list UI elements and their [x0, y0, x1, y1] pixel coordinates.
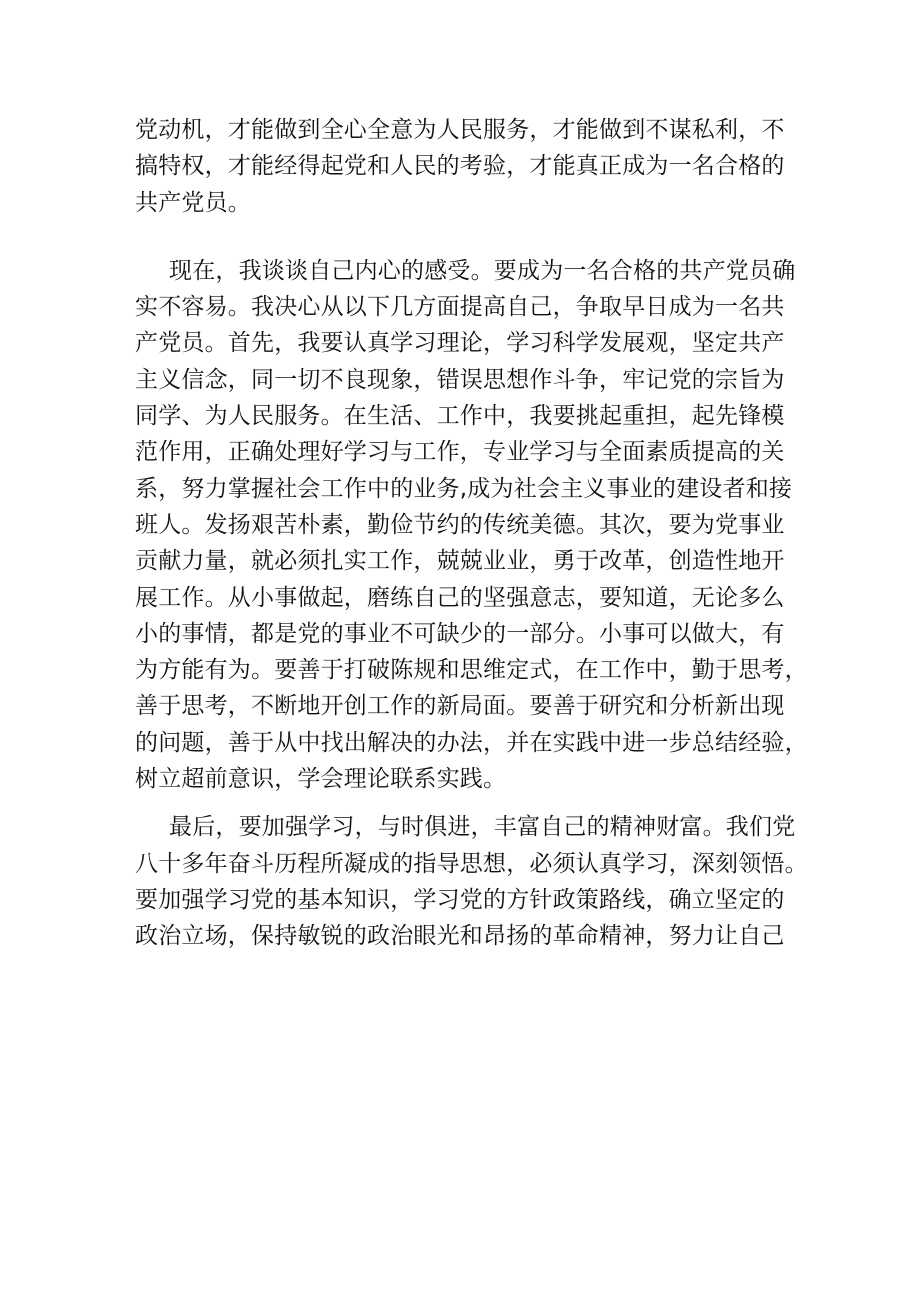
paragraph-line: 政治立场，保持敏锐的政治眼光和昂扬的革命精神，努力让自己 [135, 923, 785, 950]
paragraph-line: 展工作。从小事做起，磨练自己的坚强意志，要知道，无论多么 [135, 584, 785, 611]
paragraph-line: 产党员。首先，我要认真学习理论，学习科学发展观，坚定共产 [135, 330, 785, 357]
paragraph-line: 系，努力掌握社会工作中的业务,成为社会主义事业的建设者和接 [135, 475, 793, 502]
paragraph-2 [135, 253, 807, 797]
paragraph-1 [135, 112, 807, 221]
paragraph-line: 同学、为人民服务。在生活、工作中，我要挑起重担，起先锋模 [135, 403, 785, 430]
paragraph-line: 要加强学习党的基本知识，学习党的方针政策路线，确立坚定的 [135, 886, 785, 913]
paragraph-line: 为方能有为。要善于打破陈规和思维定式，在工作中，勤于思考， [135, 657, 808, 684]
paragraph-line: 主义信念，同一切不良现象，错误思想作斗争，牢记党的宗旨为 [135, 366, 785, 393]
paragraph-line: 实不容易。我决心从以下几方面提高自己，争取早日成为一名共 [135, 294, 785, 321]
document-body [135, 112, 807, 955]
paragraph-line: 班人。发扬艰苦朴素，勤俭节约的传统美德。其次，要为党事业 [135, 511, 785, 538]
paragraph-line: 树立超前意识，学会理论联系实践。 [135, 766, 507, 793]
paragraph-line: 范作用，正确处理好学习与工作，专业学习与全面素质提高的关 [135, 439, 785, 466]
paragraph-line: 善于思考，不断地开创工作的新局面。要善于研究和分析新出现 [135, 693, 785, 720]
paragraph-line: 小的事情，都是党的事业不可缺少的一部分。小事可以做大，有 [135, 620, 785, 647]
paragraph-line: 共产党员。 [135, 189, 251, 216]
paragraph-line: 现在，我谈谈自己内心的感受。要成为一名合格的共产党员确 [169, 257, 796, 284]
paragraph-line: 的问题，善于从中找出解决的办法，并在实践中进一步总结经验， [135, 729, 808, 756]
paragraph-spacer [135, 221, 807, 253]
paragraph-spacer [135, 797, 807, 809]
paragraph-line: 搞特权，才能经得起党和人民的考验，才能真正成为一名合格的 [135, 153, 785, 180]
paragraph-line: 党动机，才能做到全心全意为人民服务，才能做到不谋私利，不 [135, 117, 785, 143]
paragraph-line: 贡献力量，就必须扎实工作，兢兢业业，勇于改革，创造性地开 [135, 548, 785, 575]
paragraph-line: 八十多年奋斗历程所凝成的指导思想，必须认真学习，深刻领悟。 [135, 850, 808, 877]
paragraph-line: 最后，要加强学习，与时俱进，丰富自己的精神财富。我们党 [169, 814, 796, 841]
paragraph-3 [135, 809, 807, 954]
